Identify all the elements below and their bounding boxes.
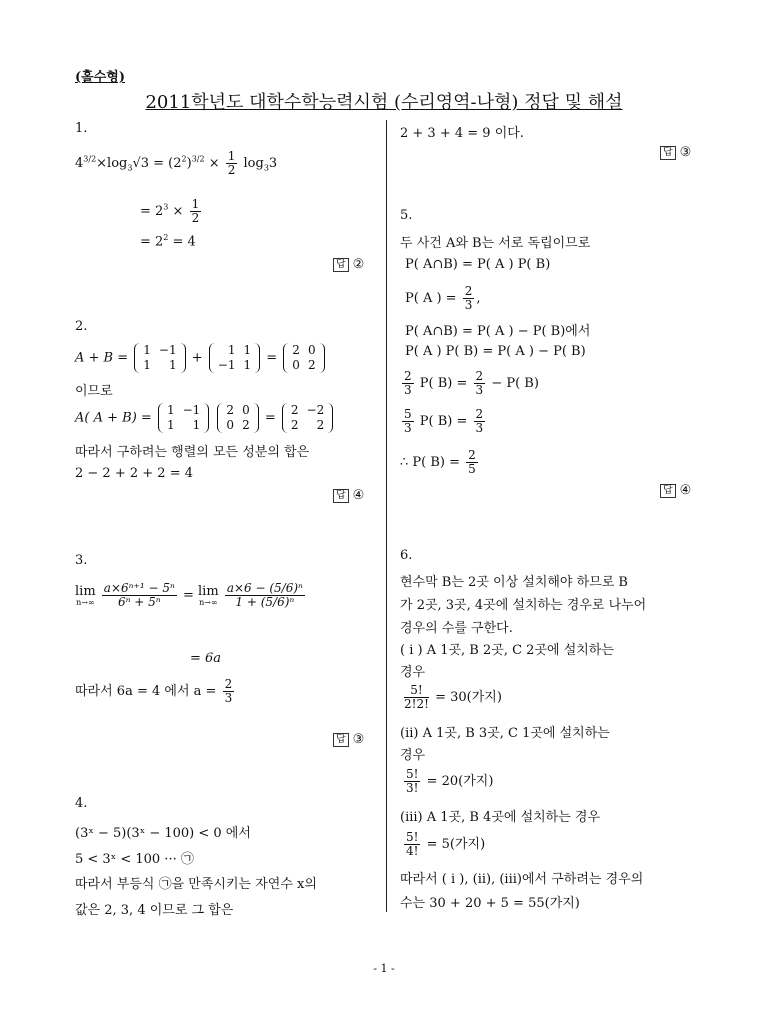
q2-matrix-b: 1 1 −1 1 xyxy=(209,343,260,373)
q4-line1: (3ˣ − 5)(3ˣ − 100) < 0 에서 xyxy=(75,826,251,841)
q6-case2-calc: $\frac{5!}{3!}$ = 20(가지) xyxy=(406,767,494,795)
q5-line1: 두 사건 A와 B는 서로 독립이므로 xyxy=(400,236,591,251)
exam-type-label: (홀수형) xyxy=(75,70,125,85)
q2-matrix-sum2: 2 0 0 2 xyxy=(217,403,258,433)
q4-line3: 따라서 부등식 ㉠을 만족시키는 자연수 x의 xyxy=(75,877,317,892)
q6-case3-calc: $\frac{5!}{4!}$ = 5(가지) xyxy=(406,830,486,858)
q2-matrix-a: 1 −1 1 1 xyxy=(134,343,185,373)
q4-number: 4. xyxy=(75,796,88,811)
q3-answer: 답 ③ xyxy=(333,732,364,747)
page-title: 2011학년도 대학수학능력시험 (수리영역-나형) 정답 및 해설 xyxy=(145,92,623,113)
q1-line3: = $2^2 = 4$ xyxy=(140,233,196,250)
q6-line4: ( i ) A 1곳, B 2곳, C 2곳에 설치하는 xyxy=(400,643,614,658)
q5-line2: P( A∩B) = P( A ) P( B) xyxy=(405,257,551,272)
q6-line6: (ii) A 1곳, B 3곳, C 1곳에 설치하는 xyxy=(400,726,610,741)
q5-number: 5. xyxy=(400,208,413,223)
q5-line4: P( A∩B) = P( A ) − P( B)에서 xyxy=(405,324,591,339)
q6-case1-calc: $\frac{5!}{2!2!}$ = 30(가지) xyxy=(404,683,502,711)
q5-line6: $\frac{2}{3}$ P( B) = $\frac{2}{3}$ − P( B) xyxy=(404,369,539,397)
q4-answer: 답 ③ xyxy=(660,145,691,160)
q2-matrix-sum: 2 0 0 2 xyxy=(283,343,324,373)
q5-line7: $\frac{5}{3}$ P( B) = $\frac{2}{3}$ xyxy=(404,407,484,435)
q4-line4: 값은 2, 3, 4 이므로 그 합은 xyxy=(75,903,234,918)
q2-line4: 따라서 구하려는 행렬의 모든 성분의 합은 xyxy=(75,445,310,460)
q6-line1: 현수막 B는 2곳 이상 설치해야 하므로 B xyxy=(400,575,628,590)
q2-line3: A( A + B) = 1 −1 1 1 2 0 0 2 = 2 −2 2 2 xyxy=(75,403,335,433)
q6-line3: 경우의 수를 구한다. xyxy=(400,621,513,636)
page-number: - 1 - xyxy=(373,962,395,975)
column-divider xyxy=(386,120,387,912)
q2-line1: A + B = 1 −1 1 1 + 1 1 −1 1 = 2 0 0 2 xyxy=(75,343,327,373)
q1-answer: 답 ② xyxy=(333,257,364,272)
q4-line5: 2 + 3 + 4 = 9 이다. xyxy=(400,126,524,141)
q2-matrix-a2: 1 −1 1 1 xyxy=(158,403,209,433)
q2-line2: 이므로 xyxy=(75,384,113,399)
q3-line1: lim n→∞ $\frac{\text{a×6ⁿ⁺¹ − 5ⁿ}}{\text{6ⁿ + 5ⁿ}}$ = lim n→∞ $\frac{\text{a×6 − (5/6)ⁿ}}{\text{1 + (5/6)ⁿ}}$ xyxy=(75,581,303,609)
q4-line2: 5 < 3ˣ < 100 ··· ㉠ xyxy=(75,852,194,867)
q3-line3: 따라서 6a = 4 에서 a = $\frac{2}{3}$ xyxy=(75,677,233,705)
q6-line7: 경우 xyxy=(400,748,426,763)
q2-matrix-product: 2 −2 2 2 xyxy=(282,403,333,433)
q2-answer: 답 ④ xyxy=(333,488,364,503)
q1-number: 1. xyxy=(75,121,88,136)
q1-line2: = $2^3$ × $\frac{1}{2}$ xyxy=(140,197,200,225)
q5-line3: P( A ) = $\frac{2}{3}$ , xyxy=(405,284,481,312)
q2-line5: 2 − 2 + 2 + 2 = 4 xyxy=(75,466,193,481)
q6-line5: 경우 xyxy=(400,665,426,680)
q5-answer: 답 ④ xyxy=(660,483,691,498)
q5-line8: ∴ P( B) = $\frac{2}{5}$ xyxy=(400,448,476,476)
q6-line2: 가 2곳, 3곳, 4곳에 설치하는 경우로 나누어 xyxy=(400,598,647,613)
q3-number: 3. xyxy=(75,553,88,568)
q6-line9: 따라서 ( i ), (ii), (iii)에서 구하려는 경우의 xyxy=(400,872,644,887)
q2-number: 2. xyxy=(75,319,88,334)
q6-number: 6. xyxy=(400,548,413,563)
q6-line10: 수는 30 + 20 + 5 = 55(가지) xyxy=(400,896,580,911)
q5-line5: P( A ) P( B) = P( A ) − P( B) xyxy=(405,344,586,359)
q6-line8: (iii) A 1곳, B 4곳에 설치하는 경우 xyxy=(400,810,601,825)
q3-line2: = 6a xyxy=(190,651,222,666)
q1-line1: $4^{3/2}\times\log_3√3 = (2^2)^{3/2}$ × $\frac{1}{2}$ $\log_33$ xyxy=(75,149,278,177)
